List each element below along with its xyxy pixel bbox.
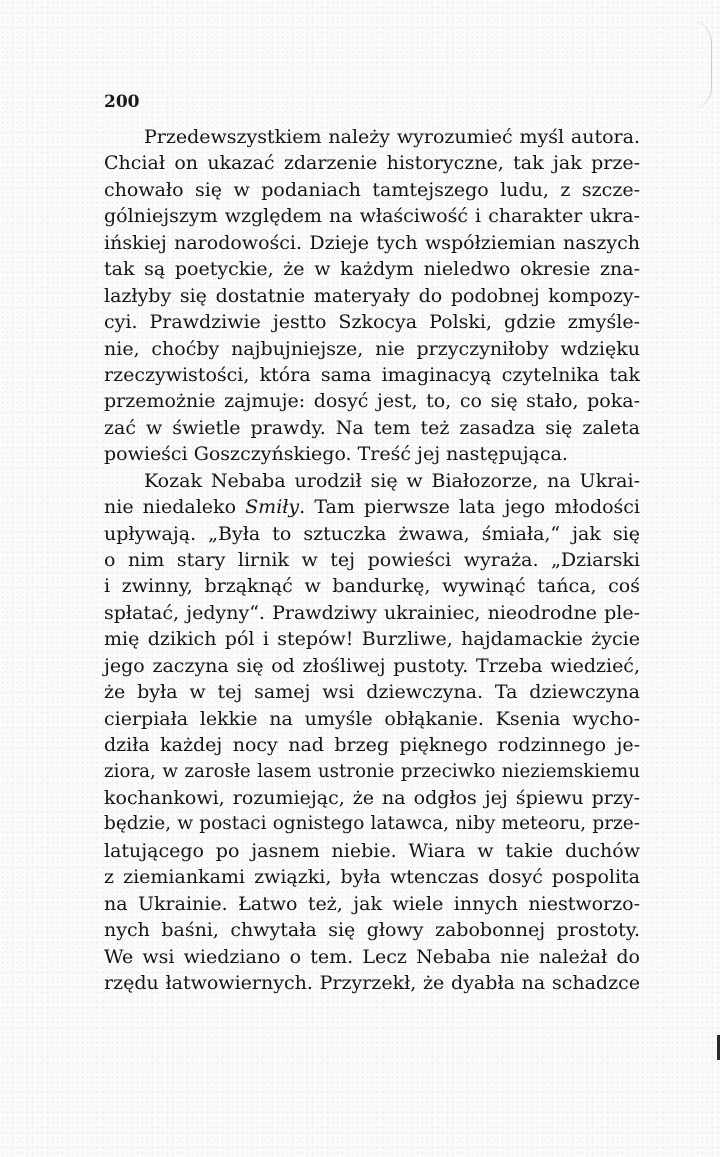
- text-line: rzeczywistości, która sama imaginacyą czytelnika tak: [104, 363, 640, 386]
- text-line: o nim stary lirnik w tej powieści wyraża. „Dziarski: [104, 549, 640, 571]
- text-line: lazłyby się dostatnie materyały do podobnej kompozy-: [104, 284, 640, 307]
- text-line: [104, 494, 640, 520]
- text-line: ińskiej narodowości. Dzieje tych współziemian naszych: [104, 231, 640, 254]
- text-line: rzędu łatwowiernych. Przyrzekł, że dyabła na schadzce: [104, 972, 640, 994]
- text-line: spłatać, jedyny“. Prawdziwy ukrainiec, nieodrodne ple-: [104, 601, 640, 624]
- text-line: tak są poetyckie, że w każdym nieledwo okresie zna-: [104, 258, 640, 281]
- text-line: cierpiała lekkie na umyśle obłąkanie. Ksenia wycho-: [104, 707, 640, 730]
- text-line: Kozak Nebaba urodził się w Białozorze, na Ukrai-: [144, 469, 640, 492]
- page-number: 200: [104, 92, 140, 112]
- text-line: cyi. Prawdziwie jestto Szkocya Polski, gdzie zmyśle-: [104, 311, 640, 334]
- text-segment: . Tam pierwsze lata jego młodości: [299, 496, 641, 519]
- text-line: że była w tej samej wsi dziewczyna. Ta dziewczyna: [104, 681, 640, 704]
- text-line: latującego po jasnem niebie. Wiara w takie duchów: [104, 839, 640, 862]
- text-line: z ziemiankami związki, była wtenczas dosyć pospolita: [104, 866, 640, 889]
- text-line: ziora, w zarosłe lasem ustronie przeciwko nieziemskiemu: [104, 760, 640, 782]
- body-text: [104, 124, 640, 996]
- text-line: będzie, w postaci ognistego latawca, niby meteoru, prze-: [104, 813, 640, 835]
- text-line: i zwinny, brząknąć w bandurkę, wywinąć tańca, coś: [104, 575, 640, 598]
- text-line: chowało się w podaniach tamtejszego ludu, z szcze-: [104, 178, 640, 201]
- text-line: nych baśni, chwytała się głowy zabobonnej prostoty.: [104, 919, 640, 942]
- text-line: przemożnie zajmuje: dosyć jest, to, co się stało, poka-: [104, 390, 640, 413]
- text-line: dziła każdej nocy nad brzeg pięknego rodzinnego je-: [104, 734, 640, 757]
- text-line: upływają. „Była to sztuczka żwawa, śmiała,“ jak się: [104, 522, 640, 545]
- text-line: jego zaczyna się od złośliwej pustoty. Trzeba wiedzieć,: [104, 654, 640, 677]
- text-line: Przedewszystkiem należy wyrozumieć myśl autora.: [144, 126, 640, 148]
- text-line: nie, choćby najbujniejsze, nie przyczyniłoby wdzięku: [104, 337, 640, 360]
- text-line: mię dzikich pól i stepów! Burzliwe, hajdamackie życie: [104, 628, 640, 651]
- text-segment: nie niedaleko: [104, 496, 237, 519]
- text-line: kochankowi, rozumiejąc, że na odgłos jej śpiewu przy-: [104, 786, 640, 809]
- text-line: gólniejszym względem na właściwość i charakter ukra-: [104, 205, 640, 228]
- text-line: powieści Goszczyńskiego. Treść jej następująca.: [104, 443, 568, 466]
- text-line: Chciał on ukazać zdarzenie historyczne, tak jak prze-: [104, 152, 640, 175]
- text-line: zać w świetle prawdy. Na tem też zasadza się zaleta: [104, 416, 640, 439]
- text-line: We wsi wiedziano o tem. Lecz Nebaba nie należał do: [104, 945, 640, 968]
- page-edge-curve: [689, 20, 712, 110]
- text-line: na Ukrainie. Łatwo też, jak wiele innych niestworzo-: [104, 892, 640, 915]
- place-name-italic: Smiły: [245, 496, 300, 519]
